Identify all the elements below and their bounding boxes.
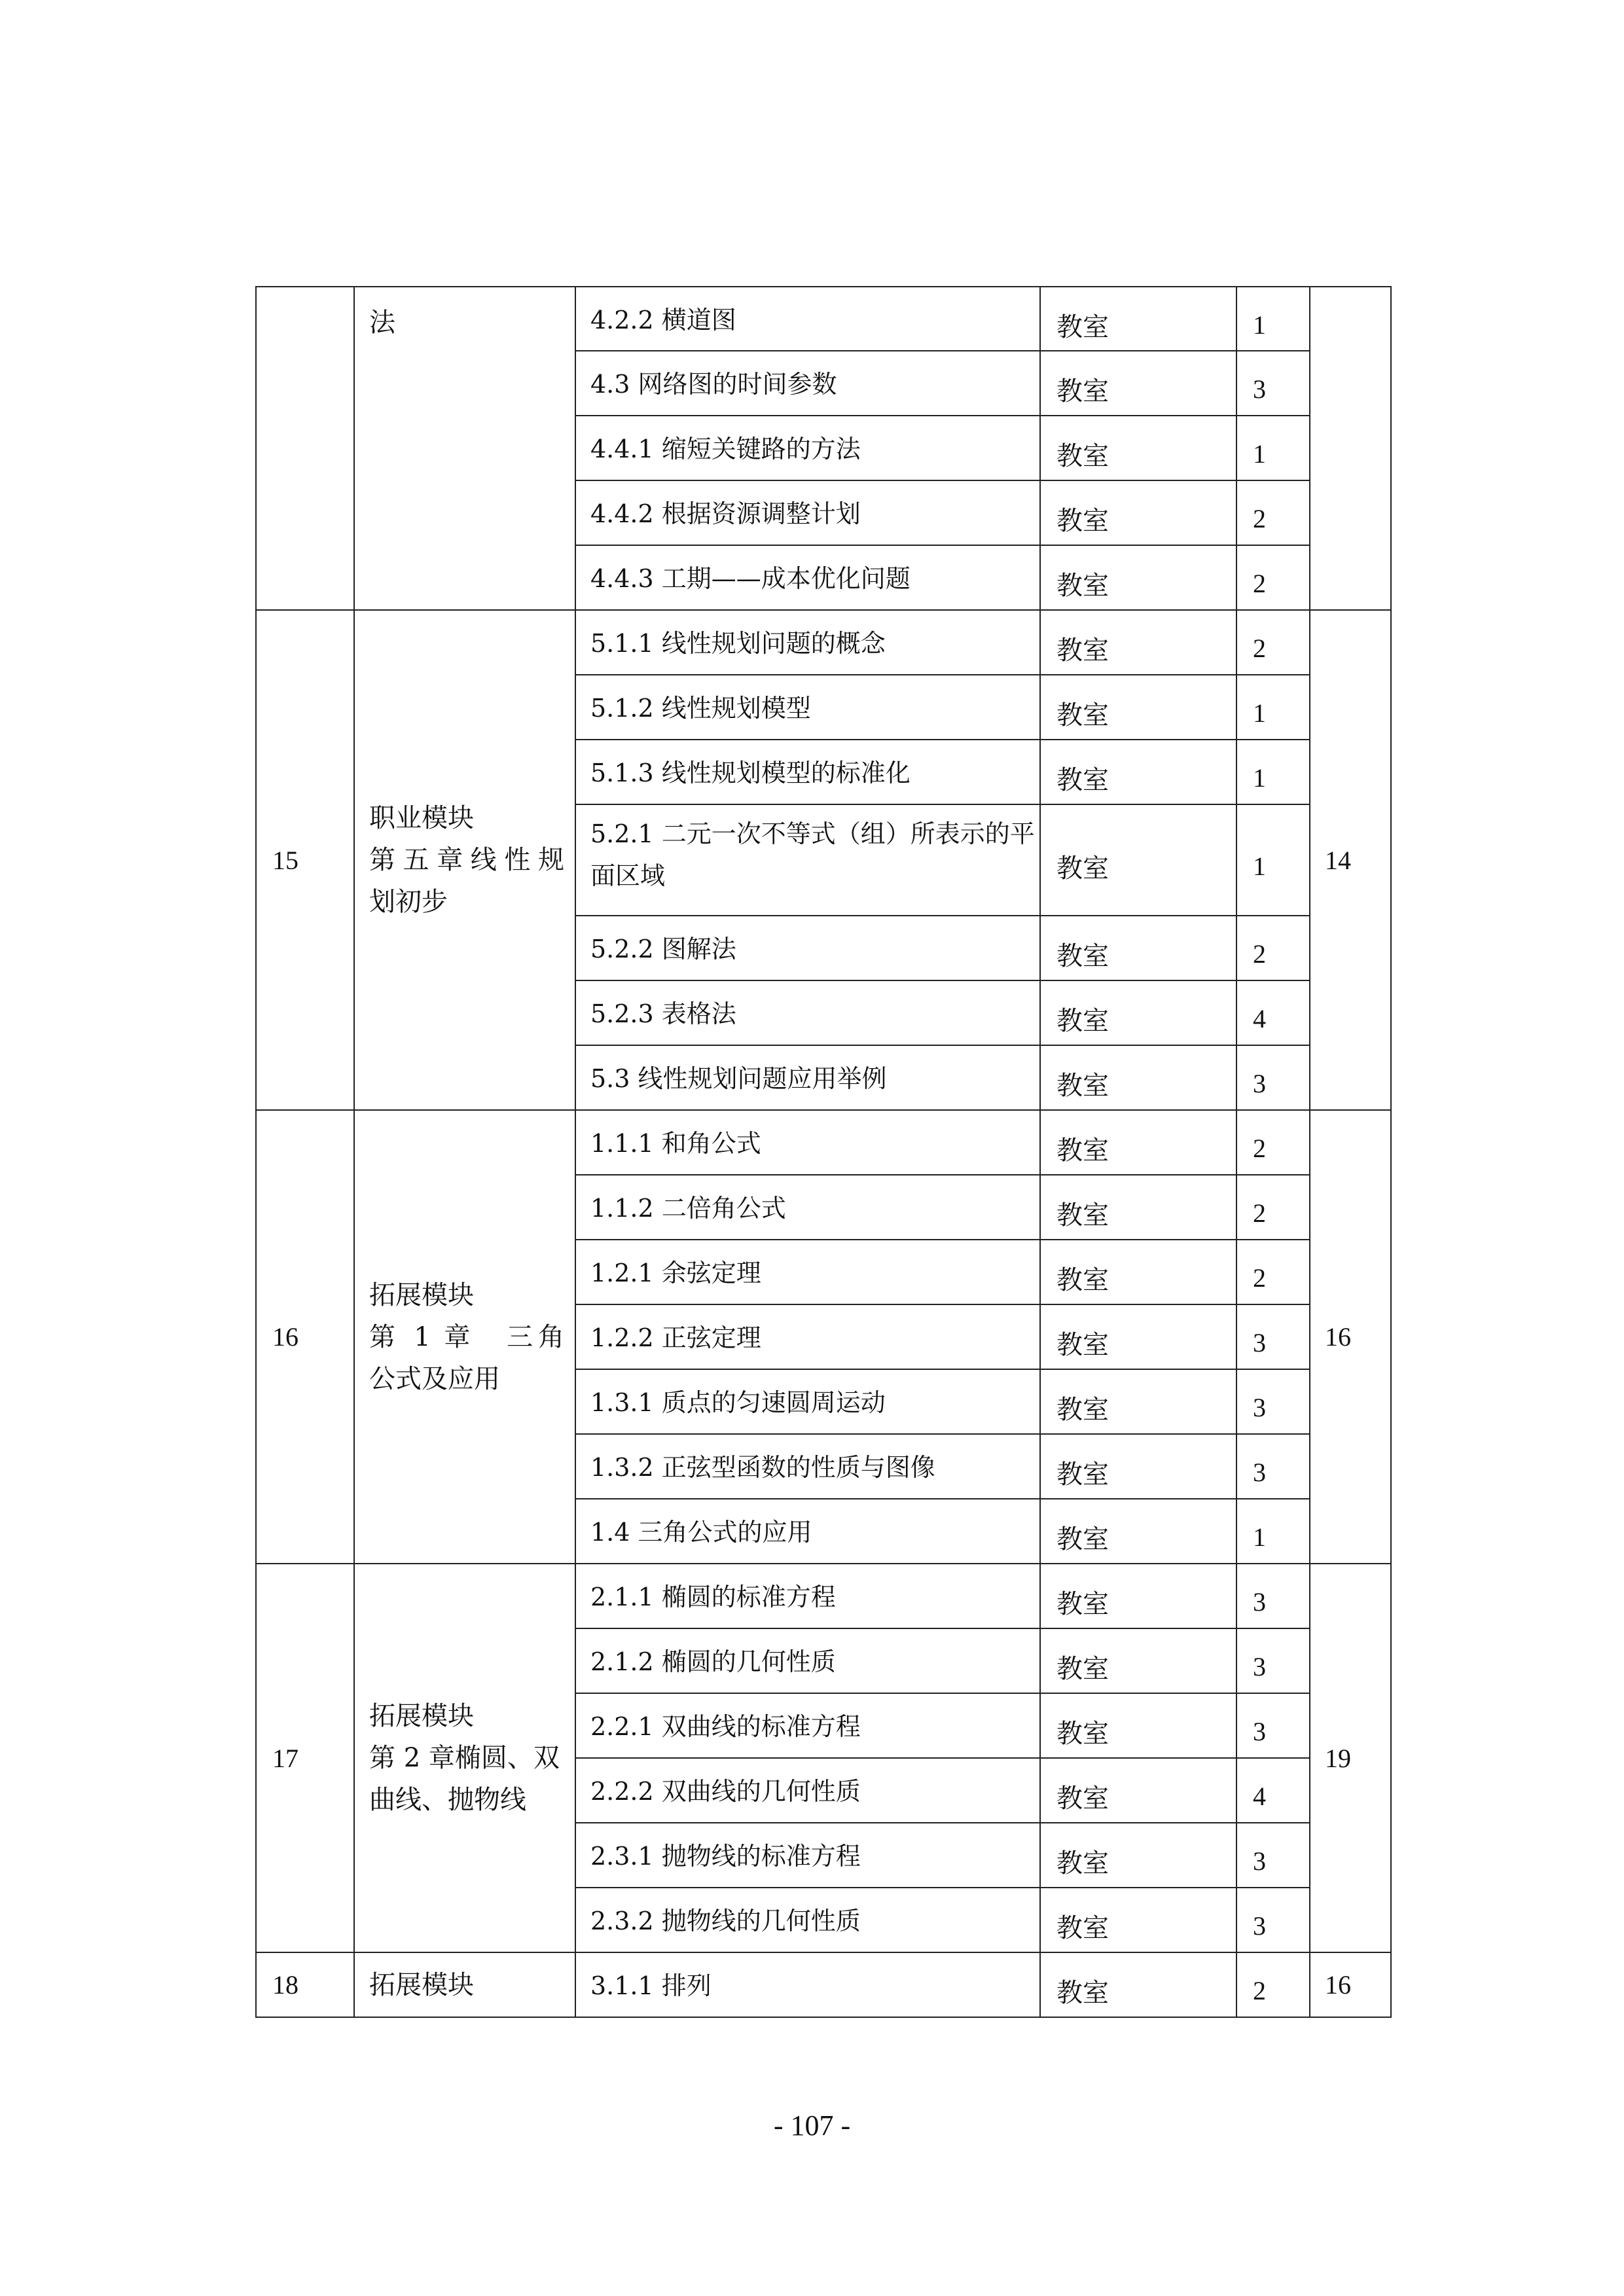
week-cell [256, 287, 354, 610]
module-type: 拓展模块 [369, 1969, 474, 2000]
place-cell: 教室 [1040, 1369, 1236, 1434]
topic-cell: 1.1.1 和角公式 [575, 1110, 1040, 1175]
module-type: 职业模块 [369, 803, 474, 833]
place-cell: 教室 [1040, 1240, 1236, 1304]
place-cell: 教室 [1040, 1693, 1236, 1758]
topic-cell: 5.1.2 线性规划模型 [575, 675, 1040, 740]
module-type: 拓展模块 [369, 1701, 474, 1731]
place-cell: 教室 [1040, 416, 1236, 480]
total-hours-cell: 14 [1310, 610, 1391, 1110]
topic-cell: 5.2.2 图解法 [575, 916, 1040, 980]
place-cell: 教室 [1040, 610, 1236, 675]
chapter-title-cont: 公式及应用 [369, 1363, 500, 1394]
module-type: 拓展模块 [369, 1280, 474, 1310]
page-number: - 107 - [773, 2109, 851, 2142]
module-cell [354, 1110, 575, 1564]
hours-cell: 2 [1236, 480, 1310, 545]
hours-cell: 2 [1236, 545, 1310, 610]
topic-cell: 4.4.2 根据资源调整计划 [575, 480, 1040, 545]
hours-cell: 3 [1236, 351, 1310, 416]
chapter-title-cont: 曲线、抛物线 [369, 1785, 526, 1815]
hours-cell: 4 [1236, 980, 1310, 1045]
topic-cell: 5.2.3 表格法 [575, 980, 1040, 1045]
place-cell: 教室 [1040, 1628, 1236, 1693]
table-row [256, 1564, 1391, 1628]
hours-cell: 1 [1236, 675, 1310, 740]
place-cell: 教室 [1040, 545, 1236, 610]
place-cell: 教室 [1040, 1045, 1236, 1110]
week-cell: 18 [256, 1952, 354, 2017]
topic-cell: 1.4 三角公式的应用 [575, 1499, 1040, 1564]
week-cell: 17 [256, 1564, 354, 1952]
table-row [256, 1952, 1391, 2017]
hours-cell: 3 [1236, 1434, 1310, 1499]
module-cell [354, 610, 575, 1110]
total-hours-cell: 16 [1310, 1110, 1391, 1564]
hours-cell: 3 [1236, 1369, 1310, 1434]
hours-cell: 3 [1236, 1045, 1310, 1110]
topic-cell: 2.1.1 椭圆的标准方程 [575, 1564, 1040, 1628]
hours-cell: 1 [1236, 416, 1310, 480]
hours-cell: 3 [1236, 1564, 1310, 1628]
module-cell [354, 1564, 575, 1952]
topic-cell: 1.2.2 正弦定理 [575, 1304, 1040, 1369]
place-cell: 教室 [1040, 480, 1236, 545]
hours-cell: 1 [1236, 287, 1310, 351]
week-cell: 15 [256, 610, 354, 1110]
hours-cell: 2 [1236, 1110, 1310, 1175]
table-row [256, 287, 1391, 351]
total-hours-cell [1310, 287, 1391, 610]
hours-cell: 3 [1236, 1304, 1310, 1369]
topic-cell: 2.3.2 抛物线的几何性质 [575, 1888, 1040, 1952]
hours-cell: 4 [1236, 1758, 1310, 1823]
topic-cell: 2.3.1 抛物线的标准方程 [575, 1823, 1040, 1888]
place-cell: 教室 [1040, 1304, 1236, 1369]
place-cell: 教室 [1040, 1499, 1236, 1564]
hours-cell: 3 [1236, 1693, 1310, 1758]
module-cell [354, 287, 575, 610]
total-hours-cell: 16 [1310, 1952, 1391, 2017]
table-row [256, 1110, 1391, 1175]
chapter-title: 第五章线性规 [369, 845, 564, 875]
hours-cell: 2 [1236, 1175, 1310, 1240]
topic-cell: 1.3.1 质点的匀速圆周运动 [575, 1369, 1040, 1434]
hours-cell: 3 [1236, 1628, 1310, 1693]
topic-cell: 5.1.1 线性规划问题的概念 [575, 610, 1040, 675]
hours-cell: 1 [1236, 804, 1310, 916]
hours-cell: 3 [1236, 1888, 1310, 1952]
place-cell: 教室 [1040, 916, 1236, 980]
module-name: 法 [369, 308, 395, 338]
place-cell: 教室 [1040, 351, 1236, 416]
hours-cell: 1 [1236, 1499, 1310, 1564]
topic-cell: 2.1.2 椭圆的几何性质 [575, 1628, 1040, 1693]
hours-cell: 3 [1236, 1823, 1310, 1888]
place-cell: 教室 [1040, 1434, 1236, 1499]
topic-cell: 3.1.1 排列 [575, 1952, 1040, 2017]
place-cell: 教室 [1040, 1564, 1236, 1628]
place-cell: 教室 [1040, 1952, 1236, 2017]
topic-cell: 4.4.1 缩短关键路的方法 [575, 416, 1040, 480]
hours-cell: 2 [1236, 1240, 1310, 1304]
total-hours-cell: 19 [1310, 1564, 1391, 1952]
topic-cell: 4.3 网络图的时间参数 [575, 351, 1040, 416]
chapter-title: 第 1 章 三角 [369, 1321, 564, 1352]
topic-cell: 1.2.1 余弦定理 [575, 1240, 1040, 1304]
place-cell: 教室 [1040, 804, 1236, 916]
place-cell: 教室 [1040, 1888, 1236, 1952]
table-row [256, 610, 1391, 675]
hours-cell: 1 [1236, 740, 1310, 804]
place-cell: 教室 [1040, 287, 1236, 351]
place-cell: 教室 [1040, 675, 1236, 740]
topic-cell: 5.2.1 二元一次不等式（组）所表示的平面区域 [575, 804, 1040, 916]
topic-cell: 1.1.2 二倍角公式 [575, 1175, 1040, 1240]
place-cell: 教室 [1040, 1175, 1236, 1240]
chapter-title-cont: 划初步 [369, 887, 448, 917]
place-cell: 教室 [1040, 740, 1236, 804]
week-cell: 16 [256, 1110, 354, 1564]
topic-cell: 2.2.2 双曲线的几何性质 [575, 1758, 1040, 1823]
hours-cell: 2 [1236, 916, 1310, 980]
place-cell: 教室 [1040, 1110, 1236, 1175]
hours-cell: 2 [1236, 610, 1310, 675]
topic-cell: 5.1.3 线性规划模型的标准化 [575, 740, 1040, 804]
topic-cell: 5.3 线性规划问题应用举例 [575, 1045, 1040, 1110]
topic-cell: 4.2.2 横道图 [575, 287, 1040, 351]
place-cell: 教室 [1040, 980, 1236, 1045]
topic-cell: 1.3.2 正弦型函数的性质与图像 [575, 1434, 1040, 1499]
chapter-title: 第 2 章椭圆、双 [369, 1743, 560, 1773]
schedule-table [255, 286, 1392, 2018]
place-cell: 教室 [1040, 1823, 1236, 1888]
topic-cell: 4.4.3 工期——成本优化问题 [575, 545, 1040, 610]
topic-cell: 2.2.1 双曲线的标准方程 [575, 1693, 1040, 1758]
place-cell: 教室 [1040, 1758, 1236, 1823]
module-cell [354, 1952, 575, 2017]
hours-cell: 2 [1236, 1952, 1310, 2017]
